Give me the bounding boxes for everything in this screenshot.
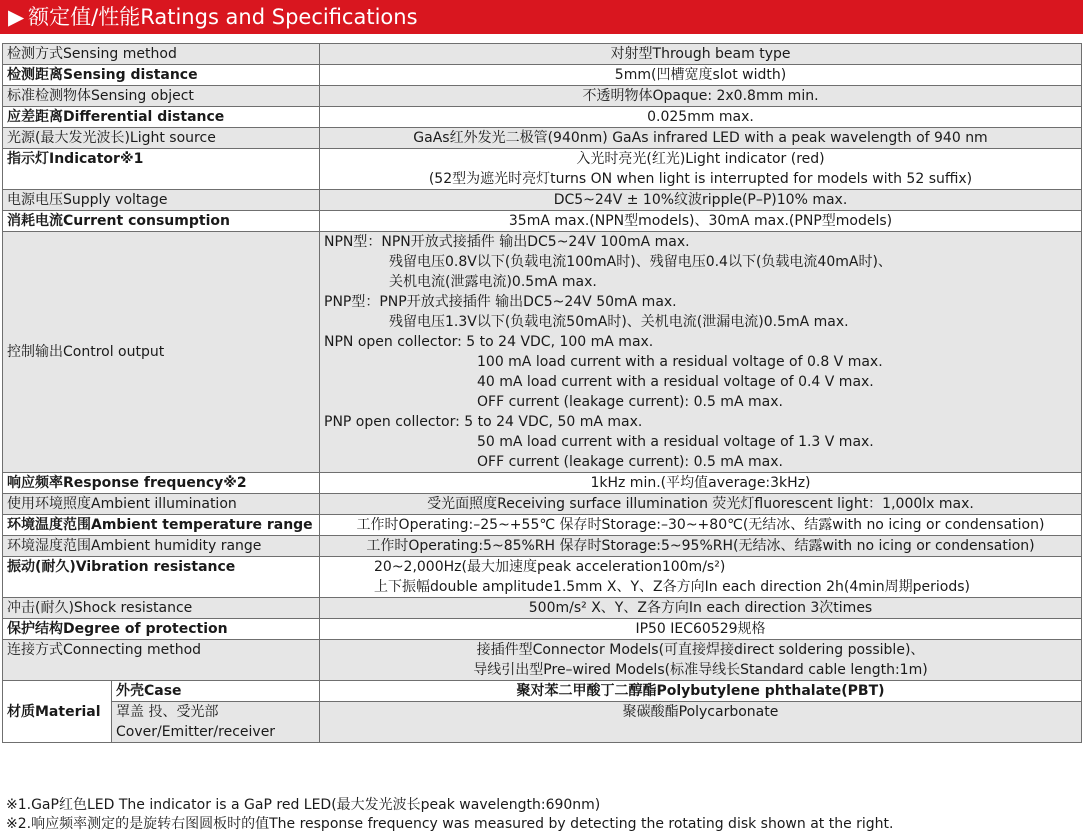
row-value: 工作时Operating:5~85%RH 保存时Storage:5~95%RH(无结冰、结露with no icing or condensation) (320, 536, 1082, 557)
case-value: 聚对苯二甲酸丁二醇酯Polybutylene phthalate(PBT) (320, 681, 1082, 702)
row-value: 受光面照度Receiving surface illumination 荧光灯fluorescent light：1,000lx max. (320, 494, 1082, 515)
cover-label (112, 702, 320, 743)
row-label: 环境温度范围Ambient temperature range (3, 515, 320, 536)
table-row (3, 190, 1082, 211)
value-line: 50 mA load current with a residual voltage of 1.3 V max. (477, 434, 874, 450)
specifications-table (2, 43, 1082, 743)
row-value: 工作时Operating:–25~+55℃ 保存时Storage:–30~+80℃(无结冰、结露with no icing or condensation) (320, 515, 1082, 536)
row-value: GaAs红外发光二极管(940nm) GaAs infrared LED with a peak wavelength of 940 nm (320, 128, 1082, 149)
row-label: 标准检测物体Sensing object (3, 86, 320, 107)
footnote: ※2.响应频率测定的是旋转右图圆板时的值The response frequency was measured by detecting the rotating disk shown at the right. (6, 816, 894, 832)
value-line: 接插件型Connector Models(可直接焊接direct soldering possible)、 (476, 642, 925, 658)
table-row (3, 702, 1082, 743)
value-line: 导线引出型Pre–wired Models(标准导线长Standard cable length:1m) (473, 662, 928, 678)
table-row (3, 515, 1082, 536)
table-row (3, 681, 1082, 702)
value-line: 20~2,000Hz(最大加速度peak acceleration100m/s²) (374, 559, 726, 575)
row-value: 1kHz min.(平均值average:3kHz) (320, 473, 1082, 494)
row-value: DC5~24V ± 10%纹波ripple(P–P)10% max. (320, 190, 1082, 211)
table-row (3, 598, 1082, 619)
row-value: 35mA max.(NPN型models)、30mA max.(PNP型models) (320, 211, 1082, 232)
material-label: 材质Material (3, 681, 112, 743)
table-row (3, 494, 1082, 515)
cover-value: 聚碳酸酯Polycarbonate (320, 702, 1082, 743)
table-row (3, 149, 1082, 190)
row-label: 应差距离Differential distance (3, 107, 320, 128)
value-line: 100 mA load current with a residual voltage of 0.8 V max. (477, 354, 883, 370)
table-row (3, 536, 1082, 557)
row-label: 环境湿度范围Ambient humidity range (3, 536, 320, 557)
table-row (3, 44, 1082, 65)
row-label: 电源电压Supply voltage (3, 190, 320, 211)
row-label: 响应频率Response frequency※2 (3, 473, 320, 494)
table-row (3, 473, 1082, 494)
row-label: 振动(耐久)Vibration resistance (3, 557, 320, 598)
value-line: PNP型：PNP开放式接插件 输出DC5~24V 50mA max. (324, 294, 677, 310)
row-value (320, 149, 1082, 190)
row-label: 消耗电流Current consumption (3, 211, 320, 232)
row-label: 检测方式Sensing method (3, 44, 320, 65)
row-value: 5mm(凹槽宽度slot width) (320, 65, 1082, 86)
table-row (3, 107, 1082, 128)
table-row (3, 640, 1082, 681)
row-label: 使用环境照度Ambient illumination (3, 494, 320, 515)
row-value (320, 640, 1082, 681)
value-line: OFF current (leakage current): 0.5 mA max. (477, 454, 783, 470)
row-value: IP50 IEC60529规格 (320, 619, 1082, 640)
table-row (3, 65, 1082, 86)
row-label: 指示灯Indicator※1 (3, 149, 320, 190)
section-title (0, 0, 1083, 34)
triangle-right-icon: ▶ (8, 5, 25, 29)
control-output-value (320, 232, 1082, 473)
value-line: (52型为遮光时亮灯turns ON when light is interrupted for models with 52 suffix) (428, 171, 973, 187)
value-line: 40 mA load current with a residual voltage of 0.4 V max. (477, 374, 874, 390)
table-row (3, 619, 1082, 640)
cover-label-line: Cover/Emitter/receiver (116, 724, 276, 740)
row-label: 冲击(耐久)Shock resistance (3, 598, 320, 619)
row-label: 检测距离Sensing distance (3, 65, 320, 86)
value-line: 残留电压0.8V以下(负载电流100mA时)、残留电压0.4以下(负载电流40mA时)、 (389, 254, 892, 270)
section-title-text: 额定值/性能Ratings and Specifications (28, 5, 418, 29)
table-row (3, 128, 1082, 149)
table-row (3, 232, 1082, 473)
table-row (3, 86, 1082, 107)
row-value: 对射型Through beam type (320, 44, 1082, 65)
row-value (320, 557, 1082, 598)
table-row (3, 557, 1082, 598)
value-line: PNP open collector: 5 to 24 VDC, 50 mA max. (324, 414, 643, 430)
value-line: 上下振幅double amplitude1.5mm X、Y、Z各方向In each direction 2h(4min周期periods) (374, 579, 971, 595)
row-value: 500m/s² X、Y、Z各方向In each direction 3次times (320, 598, 1082, 619)
value-line: NPN open collector: 5 to 24 VDC, 100 mA max. (324, 334, 654, 350)
row-label: 保护结构Degree of protection (3, 619, 320, 640)
footnote: ※1.GaP红色LED The indicator is a GaP red LED(最大发光波长peak wavelength:690nm) (6, 797, 601, 813)
table-row (3, 211, 1082, 232)
row-value: 不透明物体Opaque: 2x0.8mm min. (320, 86, 1082, 107)
value-line: OFF current (leakage current): 0.5 mA max. (477, 394, 783, 410)
case-label: 外壳Case (112, 681, 320, 702)
value-line: 关机电流(泄露电流)0.5mA max. (389, 274, 597, 290)
row-label: 连接方式Connecting method (3, 640, 320, 681)
value-line: 残留电压1.3V以下(负载电流50mA时)、关机电流(泄漏电流)0.5mA max. (389, 314, 849, 330)
footnotes (6, 796, 1081, 834)
row-label: 控制输出Control output (3, 232, 320, 473)
row-label: 光源(最大发光波长)Light source (3, 128, 320, 149)
value-line: 入光时亮光(红光)Light indicator (red) (576, 151, 825, 167)
row-value: 0.025mm max. (320, 107, 1082, 128)
value-line: NPN型：NPN开放式接插件 输出DC5~24V 100mA max. (324, 234, 690, 250)
cover-label-line: 罩盖 投、受光部 (116, 704, 219, 720)
